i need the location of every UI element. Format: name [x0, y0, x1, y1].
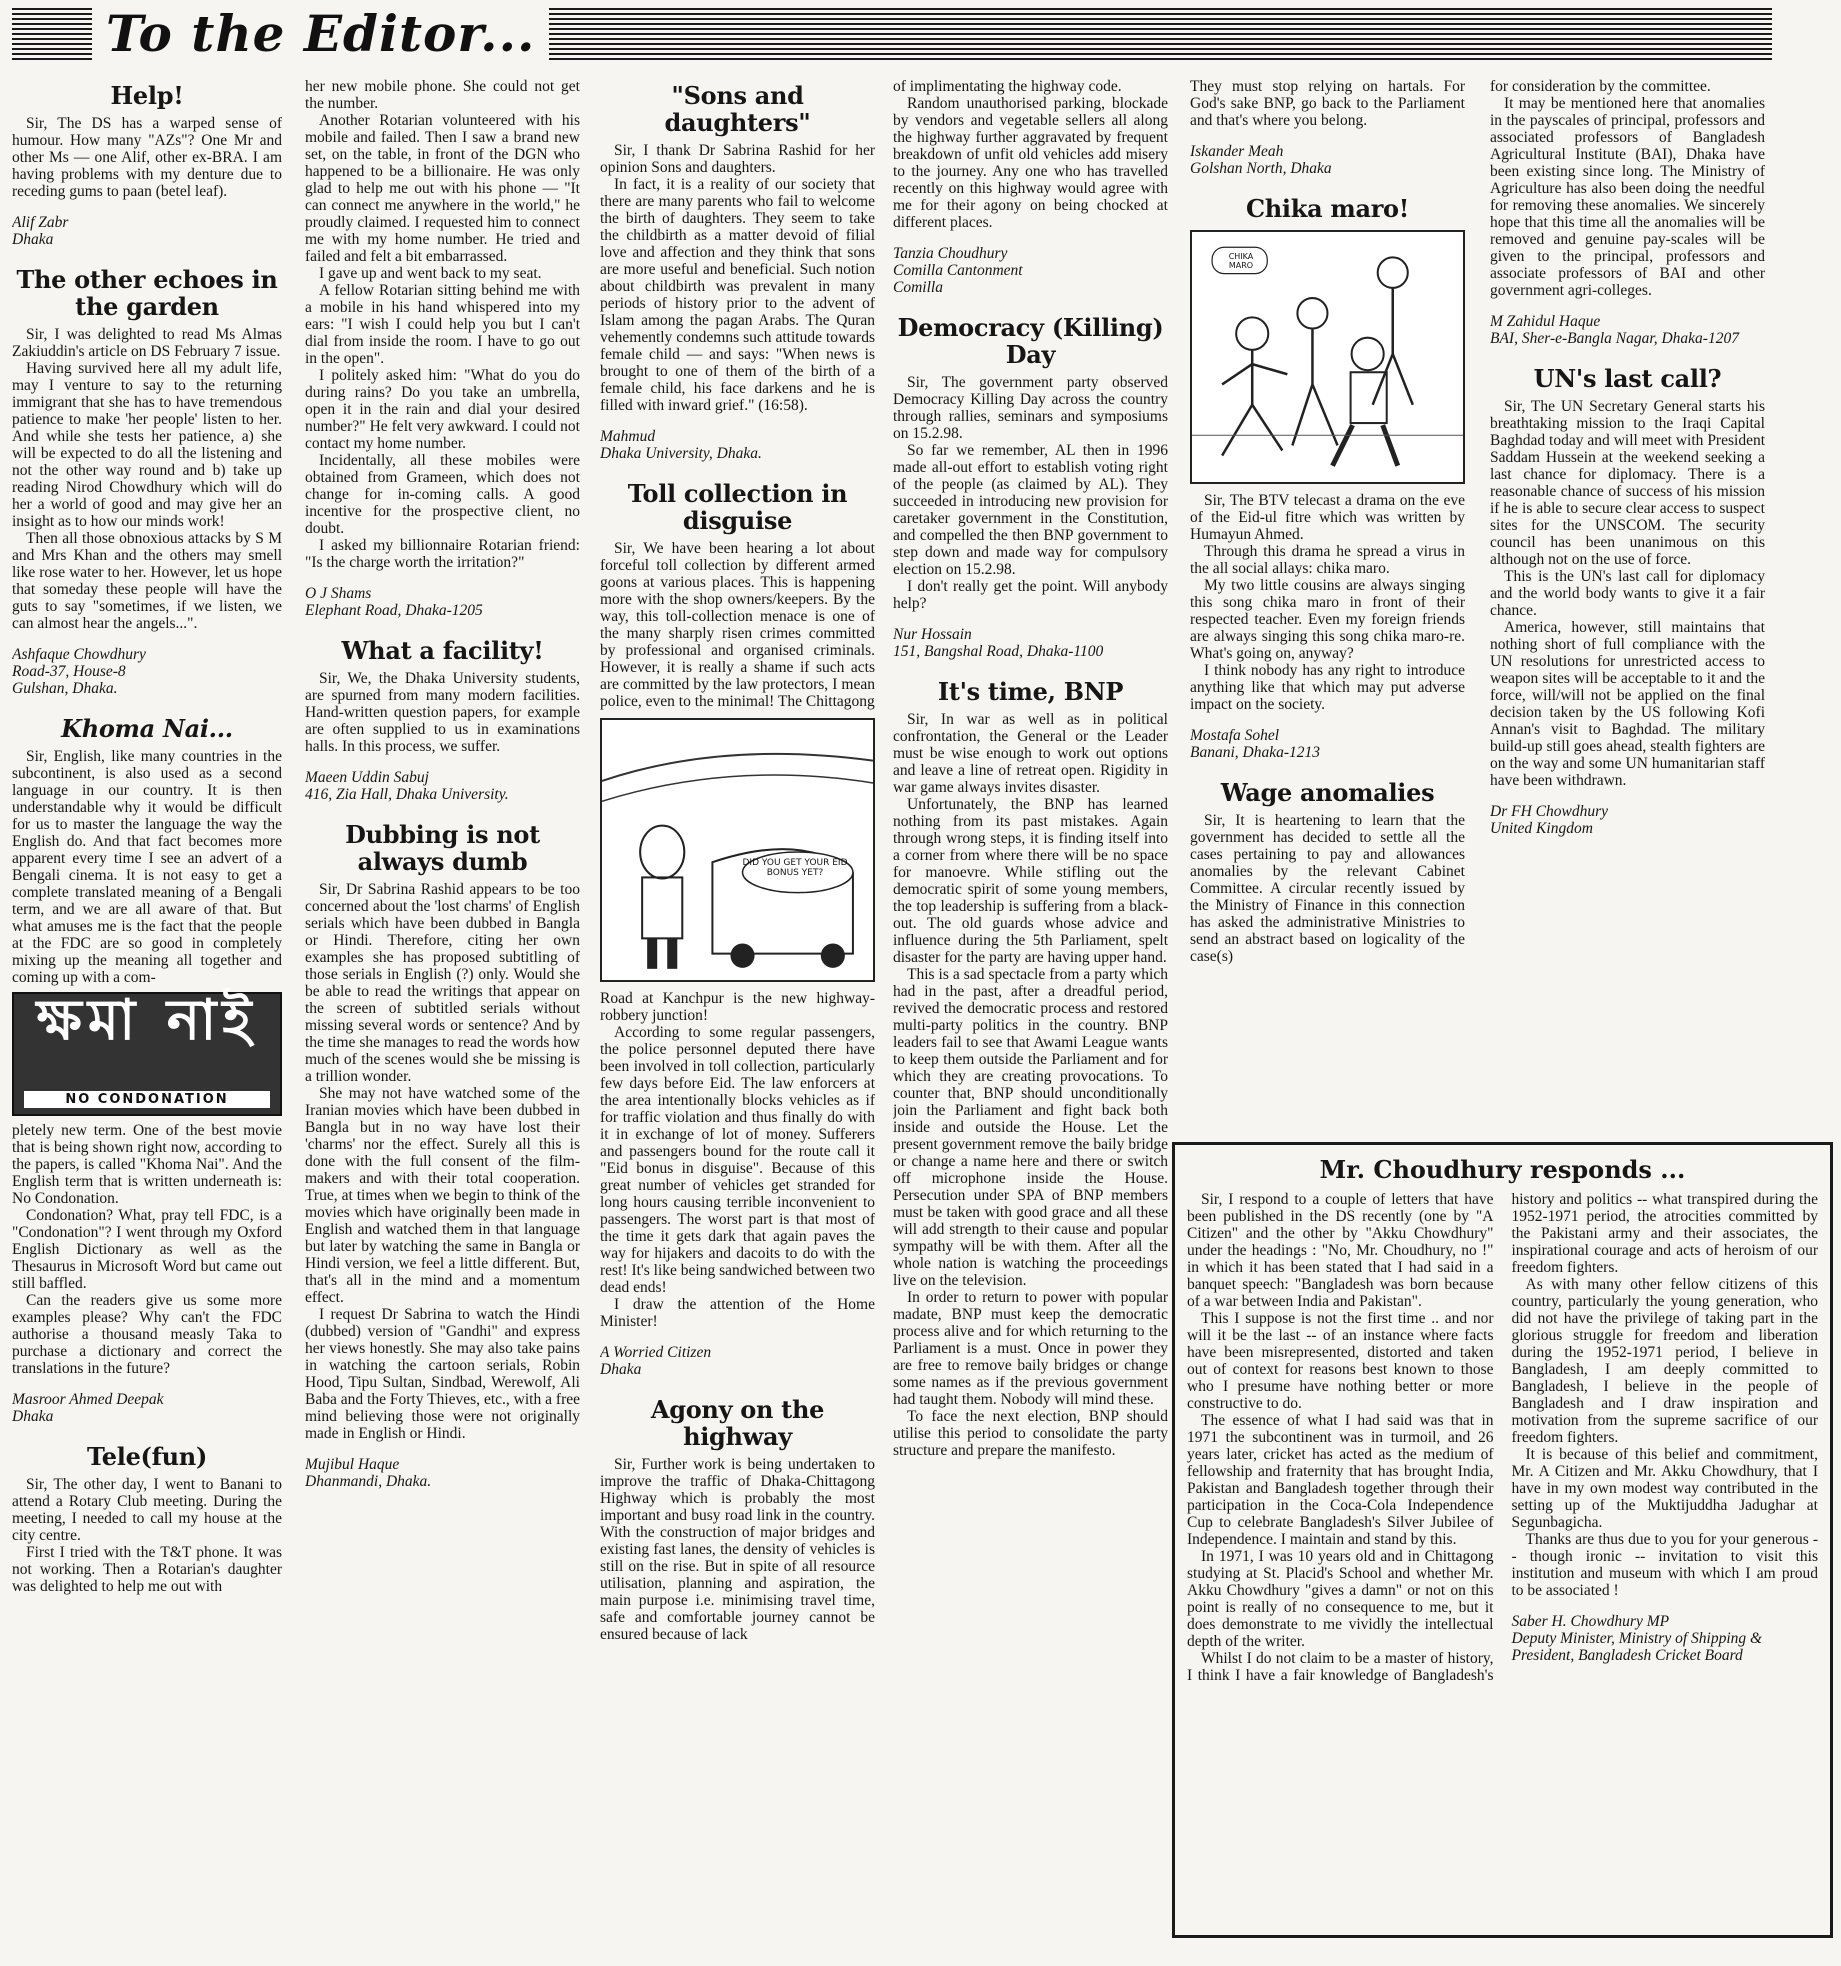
letter-signature: Ashfaque Chowdhury Road-37, House-8 Gulshan, Dhaka.: [12, 646, 146, 697]
letter-title: Dubbing is not always dumb: [345, 820, 540, 876]
letter-paragraph: Sir, The UN Secretary General starts his breathtaking mission to the Iraqi Capital Baghdad today and will meet with President Saddam Hussein at the weekend seeking a last chance for diplomacy. There is a reasonable chance of success of his mission if he is able to secure clear access to suspect sites for the UNSCOM. The security council has been unanimous on this although not on the use of force.: [1490, 398, 1765, 568]
letter-paragraph: Sir, English, like many countries in the subcontinent, is also used as a second language in our country. It is then understandable why it would be difficult for us to master the language the way the English do. And that fact becomes more apparent every time I see an advert of a Bengali cinema. It is not easy to get a complete translated meaning of a Bengali term, and we are all aware of that. But what amuses me is the fact that the people at the FDC are so good in completely mixing up the meaning all together and coming up with a com-: [12, 748, 282, 986]
letter-paragraph: To face the next election, BNP should utilise this period to consolidate the party structure and prepare the manifesto.: [893, 1408, 1168, 1459]
letter-signature: Nur Hossain 151, Bangshal Road, Dhaka-1100: [893, 626, 1104, 660]
letter-paragraph: Whilst I do not claim to be a master of history, I think I have a fair knowledge of Bangladesh's history and politics -- what transpired during the 1952-1971 period, the atrocities committed by the Pakistani army and their associates, the inspirational courage and acts of heroism of our freedom fighters.: [1187, 1191, 1818, 1684]
letter-paragraph: They must stop relying on hartals. For God's sake BNP, go back to the Parliament and that's where you belong.: [1190, 78, 1465, 129]
letter-paragraph: I think nobody has any right to introduce anything like that which may put adverse impact on the society.: [1190, 662, 1465, 713]
letter-paragraph: As with many other fellow citizens of this country, particularly the young generation, who did not have the privilege of taking part in the glorious struggle for freedom and liberation during the 1952-1971 period, I believe in Bangladesh, I am deeply committed to Bangladesh, I believe in the people of Bangladesh and I draw inspiration and motivation from the supreme sacrifice of our freedom fighters.: [1511, 1276, 1818, 1446]
letter-signature: Mujibul Haque Dhanmandi, Dhaka.: [305, 1456, 432, 1490]
letter-signature: Masroor Ahmed Deepak Dhaka: [12, 1391, 164, 1425]
letter-signature: Tanzia Choudhury Comilla Cantonment Comilla: [893, 245, 1023, 296]
letter-paragraph: I request Dr Sabrina to watch the Hindi (dubbed) version of "Gandhi" and express her views honestly. She may also take pains in watching the cartoon serials, Robin Hood, Tipu Sultan, Sindbad, Werewolf, Ali Baba and the Forty Thieves, etc., with a free mind believing those were not originally made in English or Hindi.: [305, 1306, 580, 1442]
letter-title: Agony on the highway: [650, 1395, 825, 1451]
letter-title: Tele(fun): [87, 1442, 207, 1471]
letter-paragraph: My two little cousins are always singing this song chika maro in front of their respected teacher. Even my foreign friends are always singing this song chika maro-re. What's going on, anyway?: [1190, 577, 1465, 662]
letter-paragraph: Sir, We, the Dhaka University students, are spurned from many modern facilities. Hand-written question papers, for example are often supplied to us in examinations halls. In this process, we suffer.: [305, 670, 580, 755]
letter-paragraph: Unfortunately, the BNP has learned nothing from its past mistakes. Again through wrong steps, it is finding itself into a corner from where there will be no space for manoevre. While stifling out the democratic spirit of some young members, the top leadership is suffering from a black-out. The old guards whose advice and influence during the 5th Parliament, spelt disaster for the party are having upper hand.: [893, 796, 1168, 966]
column-5: [1190, 78, 1465, 1136]
letter-paragraph: She may not have watched some of the Iranian movies which have been dubbed in Bangla but in no way have lost their 'charms' nor the effect. Surely all this is done with the full consent of the film-makers and with their total cooperation. True, at times when we begin to think of the movies which have originally been made in English and watched them in that language but later by watching the same in Bangla or Hindi version, we feel a little different. But, that's all in the mind and a momentum effect.: [305, 1085, 580, 1306]
letter-paragraph: Can the readers give us some more examples please? Why can't the FDC authorise a thousand measly Taka to purchase a dictionary and correct the translations in the future?: [12, 1292, 282, 1377]
section-masthead: [12, 4, 1772, 63]
letter-paragraph: America, however, still maintains that nothing short of full compliance with the UN resolutions for unrestricted access to weapon sites will be acceptable to it and the force, will/will not be applied on the final decision taken by the US following Kofi Annan's visit to Baghdad. The military build-up still goes ahead, stealth fighters are on the way and some UN humanitarian staff have been withdrawn.: [1490, 619, 1765, 789]
letter-paragraph: So far we remember, AL then in 1996 made all-out effort to establish voting right of the people (as claimed by AL). They succeeded in introducing new provision for caretaker government in the Constitution, and compelled the then BNP government to step down and made way for compulsory election on 15.2.98.: [893, 442, 1168, 578]
letter-paragraph: Through this drama he spread a virus in the all social allays: chika maro.: [1190, 543, 1465, 577]
letter-paragraph: I asked my billionnaire Rotarian friend: "Is the charge worth the irritation?": [305, 537, 580, 571]
letter-paragraph: Having survived here all my adult life, may I venture to say to the returning immigrant that she has to have tremendous patience to make 'her people' listen to her. And while she tests her patience, a) she will be expected to do all the listening and not the other way round and b) take up reading Nirod Chowdhury which will do her a world of good and may give her an insight as to how our minds work!: [12, 360, 282, 530]
film-title-bengali: ক্ষমা নাই: [36, 988, 258, 1053]
column-6: [1490, 78, 1765, 1136]
letter-paragraph: her new mobile phone. She could not get the number.: [305, 78, 580, 112]
letter-title: Democracy (Killing) Day: [897, 313, 1164, 369]
letter-paragraph: I draw the attention of the Home Minister!: [600, 1296, 875, 1330]
letter-signature: Alif Zabr Dhaka: [12, 214, 69, 248]
response-box: [1172, 1142, 1833, 1938]
letter-title: What a facility!: [341, 636, 544, 665]
letter-paragraph: Thanks are thus due to you for your generous -- though ironic -- invitation to visit this institution and museum with which I am proud to be associated !: [1511, 1531, 1818, 1599]
column-1: [12, 78, 282, 1958]
letter-paragraph: In fact, it is a reality of our society that there are many parents who fail to welcome the birth of daughters. They seem to take the childbirth as a matter devoid of filial love and affection and they think that sons are more useful and beneficial. Such notion about childbirth was prevalent in many periods of history prior to the advent of Islam among the pagan Arabs. The Quran vehemently condemns such attitude towards female child — and says: "When news is brought to one of them of the birth of a female child, his face darkens and he is filled with inward grief." (16:58).: [600, 176, 875, 414]
response-title: Mr. Choudhury responds ...: [1319, 1155, 1686, 1184]
letter-paragraph: Another Rotarian volunteered with his mobile and failed. Then I saw a brand new set, on the table, in front of the DGN who happened to be a billionaire. He was only glad to help me out with his phone — "It can connect me anywhere in the world," he proudly claimed. I requested him to connect me with my home number. He tried and failed and felt a bit embarrassed.: [305, 112, 580, 265]
letter-paragraph: First I tried with the T&T phone. It was not working. Then a Rotarian's daughter was delighted to help me out with: [12, 1544, 282, 1595]
letter-paragraph: Sir, The BTV telecast a drama on the eve of the Eid-ul fitre which was written by Humayun Ahmed.: [1190, 492, 1465, 543]
column-2: [305, 78, 580, 1958]
letter-title: It's time, BNP: [937, 677, 1124, 706]
letter-paragraph: According to some regular passengers, the police personnel deputed there have been involved in toll collection, particularly few days before Eid. The law enforcers at the area intentionally blocks vehicles as if for traffic violation and thus finally do with it in exchange of lot of money. Sufferers and passengers bound for the route call it "Eid bonus in disguise". Because of this great number of vehicles get stranded for long hours causing terrible inconvenient to passengers. The worst part is that most of the time it gets dark that again paves the way for hijakers and dacoits to do with the rest! It's like being sandwiched between two dead ends!: [600, 1024, 875, 1296]
letter-paragraph: It is because of this belief and commitment, Mr. A Citizen and Mr. Akku Chowdhury, that I have in my own modest way contributed in the setting up of the Muktijuddha Jadughar at Segunbagicha.: [1511, 1446, 1818, 1531]
letter-paragraph: Then all those obnoxious attacks by S M and Mrs Khan and the others may smell like rose water to her. However, let us hope that someday these people will have the guts to say "sometimes, if we listen, we can almost hear the angels...".: [12, 530, 282, 632]
letter-paragraph: The essence of what I had said was that in 1971 the subcontinent was in turmoil, and 26 years later, cricket has acted as the medium of fellowship and fraternity that has brought India, Pakistan and Bangladesh together through their participation in the Coca-Cola Independence Cup to celebrate Bangladesh's Silver Jubilee of Independence. I maintain and stand by this.: [1187, 1412, 1494, 1548]
letter-title: Toll collection in disguise: [627, 479, 848, 535]
letter-paragraph: I gave up and went back to my seat.: [319, 265, 542, 282]
letter-paragraph: It may be mentioned here that anomalies in the payscales of principal, professors and associated professors of Bangladesh Agricultural Institute (BAI), Dhaka have been existing since long. The Ministry of Agriculture has also been doing the needful for removing these anomalies. We sincerely hope that this time all the anomalies will be removed and genuine pay-scales will be given to the principal, professors and associate professors of BAI and other government agri-colleges.: [1490, 95, 1765, 299]
letter-signature: O J Shams Elephant Road, Dhaka-1205: [305, 585, 483, 619]
letter-paragraph: Condonation? What, pray tell FDC, is a "Condonation"? I went through my Oxford English Dictionary as well as the Thesaurus in Microsoft Word but came out still baffled.: [12, 1207, 282, 1292]
letter-paragraph: Sir, The DS has a warped sense of humour. How many "AZs"? One Mr and other Ms — one Alif, other ex-BRA. I am having problems with my denture due to receding gums to paan (betel leaf).: [12, 115, 282, 200]
letter-paragraph: Sir, I thank Dr Sabrina Rashid for her opinion Sons and daughters.: [600, 142, 875, 176]
letter-paragraph: Sir, Dr Sabrina Rashid appears to be too concerned about the 'lost charms' of English serials which have been dubbed in Bangla or Hindi. Therefore, citing her own examples she has proposed subtitling of those serials in English (?) only. Would she be able to read the writings that appear on the screen of subtitled serials without missing several words or sentence? And by the time she manages to read the words how much of the scenes would she be missing is a trillion wonder.: [305, 881, 580, 1085]
letter-paragraph: Incidentally, all these mobiles were obtained from Grameen, which does not change for in-coming calls. A good incentive for the prospective client, no doubt.: [305, 452, 580, 537]
letter-paragraph: In 1971, I was 10 years old and in Chittagong studying at St. Placid's School and whether Mr. Akku Chowdhury "gives a damn" or not on this point is really of no consequence to me, but it does demonstrate to me vividly the intellectual depth of the writer.: [1187, 1548, 1494, 1650]
toll-cartoon-drawing: [602, 720, 873, 980]
response-body: [1187, 1191, 1818, 1927]
letter-paragraph: Sir, It is heartening to learn that the government has decided to settle all the cases pertaining to pay and allowances anomalies by the relevant Cabinet Committee. A circular recently issued by the Ministry of Finance in this connection has asked the administrative Ministries to send an abstract based on logicality of the case(s): [1190, 812, 1465, 965]
letter-paragraph: This is the UN's last call for diplomacy and the world body wants to give it a fair chance.: [1490, 568, 1765, 619]
letter-paragraph: I politely asked him: "What do you do during rains? Do you take an umbrella, open it in the rain and dial your desired number?" He felt very awkward. I could not contact my home number.: [305, 367, 580, 452]
letter-paragraph: for consideration by the committee.: [1490, 78, 1711, 95]
letter-signature: Mostafa Sohel Banani, Dhaka-1213: [1190, 727, 1321, 761]
letter-title: The other echoes in the garden: [16, 265, 278, 321]
letter-paragraph: Sir, I respond to a couple of letters that have been published in the DS recently (one by "A Citizen" and the other by "Akku Chowdhury" under the headings : "No, Mr. Choudhury, no !" in which it has been stated that I had said in a banquet speech: "Bangladesh was born because of a war between India and Pakistan".: [1187, 1191, 1494, 1310]
letter-paragraph: I don't really get the point. Will anybody help?: [893, 578, 1168, 612]
letter-title: Wage anomalies: [1220, 778, 1435, 807]
letter-paragraph: Road at Kanchpur is the new highway-robbery junction!: [600, 990, 875, 1024]
letter-paragraph: A fellow Rotarian sitting behind me with a mobile in his hand whispered into my ears: "I wish I could help you but I can't dial from inside the room. I have to go out in the open".: [305, 282, 580, 367]
letter-paragraph: pletely new term. One of the best movie that is being shown right now, according to the papers, is called "Khoma Nai". And the English term that is written underneath is: No Condonation.: [12, 1122, 282, 1207]
letter-title: "Sons and daughters": [664, 81, 811, 137]
letter-paragraph: This is a sad spectacle from a party which had in the past, after a dreadful period, revived the democratic process and restored multi-party politics in the country. BNP leaders fail to see that Awami League wants to keep them outside the Parliament and for which they are creating provocations. To counter that, BNP should unconditionally join the Parliament and fight back both inside and outside the House. Let the present government remove the baily bridge or change a name here and there or switch off microphone inside the House. Persecution under SPA of BNP members must be taken with good grace and all these will add strength to their cause and popular sympathy will be with them. After all the whole nation is watching the proceedings live on the television.: [893, 966, 1168, 1289]
column-3: [600, 78, 875, 1958]
cartoon-speech: DID YOU GET YOUR EID BONUS YET?: [742, 858, 848, 878]
column-4: [893, 78, 1168, 1958]
section-title: To the Editor...: [92, 4, 549, 63]
letter-signature: Iskander Meah Golshan North, Dhaka: [1190, 143, 1332, 177]
letter-paragraph: Sir, Further work is being undertaken to improve the traffic of Dhaka-Chittagong Highway which is probably the most important and busy road link in the country. With the construction of major bridges and existing fast lanes, the density of vehicles is still on the rise. But in spite of all resource utilisation, planning and aspiration, the main purpose i.e. minimising travel time, safe and comfortable journey cannot be ensured because of lack: [600, 1456, 875, 1643]
letter-paragraph: of implimentating the highway code.: [893, 78, 1122, 95]
letter-title: Chika maro!: [1245, 194, 1410, 223]
letter-paragraph: Sir, We have been hearing a lot about forceful toll collection by different armed goons at various places. This is happening more with the shop owners/keepers. By the way, this toll-collection menace is one of the many sharply risen crimes committed by professional and organised criminals. However, it is really a shame if such acts are committed by the law protectors, I mean police, even to the minimal! The Chittagong: [600, 540, 875, 710]
letter-title: Khoma Nai...: [61, 714, 233, 743]
letter-paragraph: Sir, The government party observed Democracy Killing Day across the country through rallies, seminars and symposiums on 15.2.98.: [893, 374, 1168, 442]
cartoon-speech: CHIKA MARO: [1228, 252, 1254, 270]
letter-signature: A Worried Citizen Dhaka: [600, 1344, 712, 1378]
toll-cartoon: [600, 718, 875, 982]
letter-paragraph: This I suppose is not the first time .. and nor will it be the last -- of an instance where facts have been misrepresented, distorted and taken out of context for reasons best known to those who I presume have nothing better or more constructive to do.: [1187, 1310, 1494, 1412]
letter-signature: M Zahidul Haque BAI, Sher-e-Bangla Nagar, Dhaka-1207: [1490, 313, 1739, 347]
letter-signature: Mahmud Dhaka University, Dhaka.: [600, 428, 762, 462]
letter-signature: Saber H. Chowdhury MP Deputy Minister, Ministry of Shipping & President, Bangladesh Cricket Board: [1511, 1613, 1763, 1664]
letter-signature: Dr FH Chowdhury United Kingdom: [1490, 803, 1608, 837]
chika-cartoon: [1190, 230, 1465, 484]
letter-paragraph: Sir, The other day, I went to Banani to attend a Rotary Club meeting. During the meeting, I needed to call my house at the city centre.: [12, 1476, 282, 1544]
letter-paragraph: Sir, In war as well as in political confrontation, the General or the Leader must be wise enough to work out options and leave a line of retreat open. Rigidity in war game always invites disaster.: [893, 711, 1168, 796]
letter-paragraph: Random unauthorised parking, blockade by vendors and vegetable sellers all along the highway further aggravated by frequent breakdown of unfit old vehicles add misery to the journey. Any one who has travelled recently on this highway would agree with me for their agony on being chocked at different places.: [893, 95, 1168, 231]
letter-paragraph: In order to return to power with popular madate, BNP must keep the democratic process alive and for which returning to the Parliament is a must. Once in power they are free to remove baily bridges or change some names as if the previous government had taught them. Nobody will mind these.: [893, 1289, 1168, 1408]
letter-signature: Maeen Uddin Sabuj 416, Zia Hall, Dhaka University.: [305, 769, 509, 803]
letter-title: Help!: [110, 81, 184, 110]
letter-title: UN's last call?: [1533, 364, 1722, 393]
film-title-english: NO CONDONATION: [24, 1091, 270, 1108]
film-ad-image: [12, 988, 282, 1116]
letter-paragraph: Sir, I was delighted to read Ms Almas Zakiuddin's article on DS February 7 issue.: [12, 326, 282, 360]
